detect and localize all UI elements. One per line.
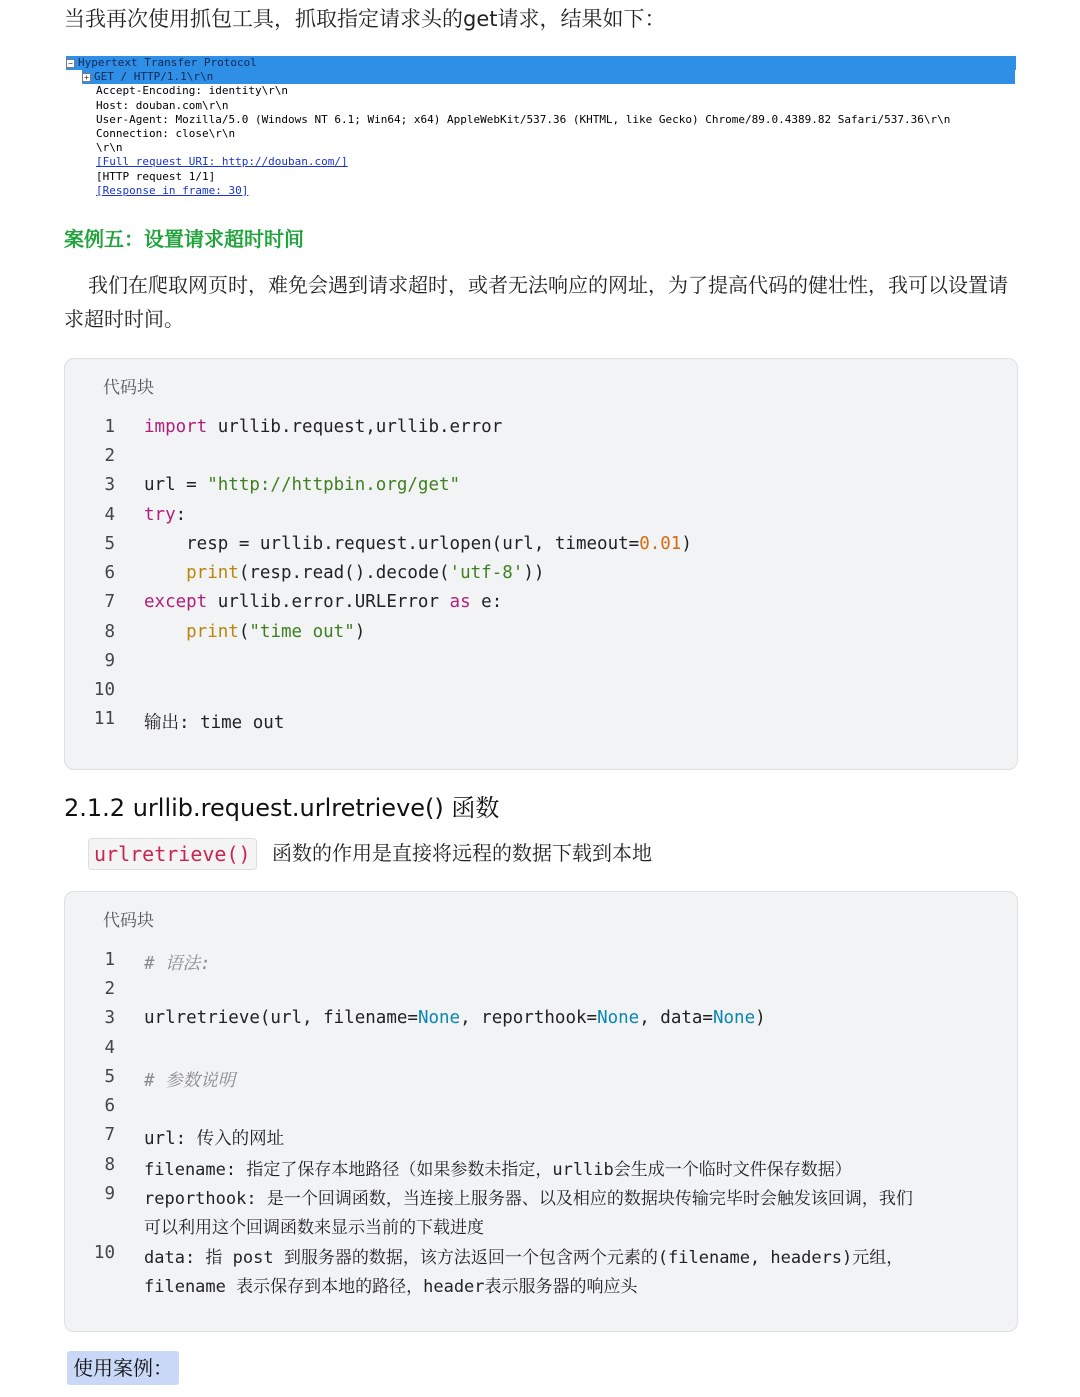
case5-title: 案例五：设置请求超时时间 — [64, 227, 304, 251]
code-line: resp = urllib.request.urlopen(url, timeout=0.01) — [144, 534, 692, 554]
protocol-label: Hypertext Transfer Protocol — [78, 56, 257, 69]
line-number: 9 — [104, 1184, 115, 1204]
line-number: 2 — [104, 979, 115, 999]
tree-row-header[interactable] — [66, 127, 1016, 141]
case5-paragraph — [64, 268, 1014, 336]
inline-code-urlretrieve: urlretrieve() — [88, 838, 257, 870]
code-block-timeout — [64, 358, 1018, 770]
section-description: 函数的作用是直接将远程的数据下载到本地 — [272, 841, 652, 865]
response-frame-link[interactable]: [Response in frame: 30] — [96, 183, 249, 197]
request-line-label: GET / HTTP/1.1\r\n — [94, 70, 214, 84]
line-number: 10 — [93, 680, 115, 700]
tree-row-full-uri[interactable] — [66, 155, 1016, 169]
code-block-urlretrieve — [64, 891, 1018, 1332]
tree-row-header[interactable] — [66, 141, 1016, 155]
header-line: \r\n — [96, 141, 123, 155]
code-line: import urllib.request,urllib.error — [144, 417, 503, 437]
code-line: data: 指 post 到服务器的数据，该方法返回一个包含两个元素的(filename, headers)元组， — [144, 1248, 904, 1268]
line-number: 7 — [104, 1125, 115, 1145]
full-uri-link[interactable]: [Full request URI: http://douban.com/] — [96, 155, 348, 169]
line-number: 7 — [104, 592, 115, 612]
line-number: 5 — [104, 1067, 115, 1087]
code-line: reporthook: 是一个回调函数，当连接上服务器、以及相应的数据块传输完毕时会触发该回调，我们 — [144, 1189, 913, 1209]
code-comment: # 语法: — [144, 954, 211, 974]
tree-row-header[interactable] — [66, 113, 1016, 127]
header-line: User-Agent: Mozilla/5.0 (Windows NT 6.1; Win64; x64) AppleWebKit/537.36 (KHTML, like Gecko) Chrome/89.0.4389.82 Safari/537.36\r\n — [96, 112, 951, 126]
code-block-label: 代码块 — [103, 378, 154, 398]
line-number: 4 — [104, 505, 115, 525]
code-line: print(resp.read().decode('utf-8')) — [144, 563, 545, 583]
intro-text: 当我再次使用抓包工具，抓取指定请求头的get请求，结果如下： — [64, 7, 666, 31]
line-number: 6 — [104, 563, 115, 583]
line-number: 6 — [104, 1096, 115, 1116]
http-request-label: [HTTP request 1/1] — [96, 169, 216, 183]
code-comment: # 参数说明 — [144, 1071, 236, 1091]
code-line: filename: 指定了保存本地路径（如果参数未指定，urllib会生成一个临时文件保存数据） — [144, 1160, 852, 1180]
line-number: 4 — [104, 1038, 115, 1058]
code-line: print("time out") — [144, 622, 366, 642]
header-line: Connection: close\r\n — [96, 126, 236, 140]
line-number: 3 — [104, 1008, 115, 1028]
code-line: url = "http://httpbin.org/get" — [144, 475, 461, 495]
line-number: 11 — [93, 709, 115, 729]
tree-row-http-request[interactable] — [66, 170, 1016, 184]
code-line: try: — [144, 505, 187, 525]
header-line: Accept-Encoding: identity\r\n — [96, 84, 289, 98]
expand-icon[interactable]: + — [82, 73, 91, 82]
code-line: 输出: time out — [144, 713, 285, 733]
line-number: 1 — [104, 950, 115, 970]
tree-row-header[interactable] — [66, 99, 1016, 113]
code-block-label: 代码块 — [103, 911, 154, 931]
code-line: urlretrieve(url, filename=None, reporthook=None, data=None) — [144, 1008, 766, 1028]
case5-paragraph-text: 我们在爬取网页时，难免会遇到请求超时，或者无法响应的网址，为了提高代码的健壮性，我可以设置请求超时时间。 — [64, 273, 1008, 331]
header-line: Host: douban.com\r\n — [96, 98, 229, 112]
section-heading: 2.1.2 urllib.request.urlretrieve() 函数 — [64, 794, 500, 822]
line-number: 8 — [104, 622, 115, 642]
code-line: except urllib.error.URLError as e: — [144, 592, 503, 612]
tree-row-header[interactable] — [66, 84, 1016, 98]
line-number: 9 — [104, 651, 115, 671]
tree-row-protocol[interactable] — [66, 56, 1016, 70]
tree-row-request-line[interactable] — [66, 70, 1016, 84]
code-line: filename 表示保存到本地的路径，header表示服务器的响应头 — [144, 1277, 638, 1297]
collapse-icon[interactable]: − — [66, 59, 75, 68]
line-number: 3 — [104, 475, 115, 495]
usage-heading: 使用案例： — [67, 1351, 179, 1385]
tree-row-response-frame[interactable] — [66, 184, 1016, 198]
line-number: 10 — [93, 1243, 115, 1263]
code-line: url: 传入的网址 — [144, 1129, 285, 1149]
line-number: 2 — [104, 446, 115, 466]
line-number: 1 — [104, 417, 115, 437]
line-number: 8 — [104, 1155, 115, 1175]
code-line: 可以利用这个回调函数来显示当前的下载进度 — [144, 1218, 484, 1238]
packet-details-tree — [66, 56, 1016, 198]
line-number: 5 — [104, 534, 115, 554]
